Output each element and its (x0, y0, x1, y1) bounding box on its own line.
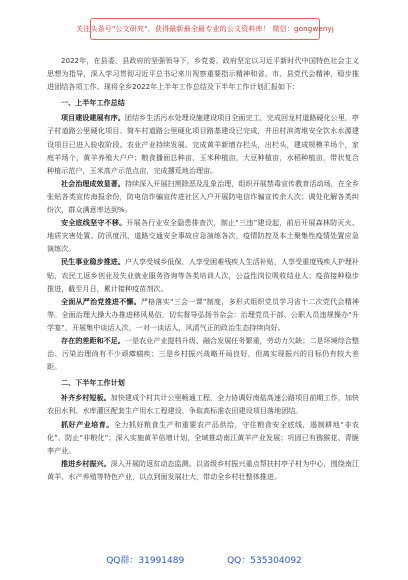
paragraph-lead: 补齐乡村短板。 (61, 393, 111, 403)
paragraph-lead: 民生事业稳步推进。 (61, 257, 125, 267)
paragraph-lead: 全面从严治党推进不懈。 (61, 296, 141, 306)
paragraph-rural-shortfalls (47, 391, 359, 417)
paragraph-body: 加快建成个村共计公里畅通工程，全力协调好南盐高速公路项目前期工作，加快农田水利、水库灌区配套生产用水工程建设，争取高标准农田建设项目落地团结。 (47, 393, 360, 416)
paragraph-body: 团结乡生活污水处理设施建设项目全面完工，完成回龙村道路硬化公里，亭子村道路公里硬化项目、简车村道路公里硬化项目路基建设已完成，井田村滨湾堆安全饮水水源建设项目已进入验收阶段。农业产业持续发展。完成黄羊新增存栏头，出栏头，建成规模羊场个，家庭羊场个，黄羊养殖大户户；粮食播面总种亩，玉米种植亩，大豆种植亩，水稻种植亩，带状复合种植示范户，玉米高产示范点亩，完成撂荒地治理亩。 (47, 113, 359, 175)
paragraph-industry (47, 418, 359, 457)
paragraph-lead: 社会治理成效显著。 (61, 178, 125, 188)
footer-contacts (0, 553, 408, 566)
promo-banner-text: 关注头条号"公文研究"，获得最新最全最专业的公文资料库！ 微信：gongwenyj (75, 25, 335, 33)
paragraph-body: 户人享受城乡低保，人享受困难残疾人生活补贴，人享受重度残疾人护理补贴，农民工返乡创业及失业就业服务咨询等各类培训人次，公益性岗位吸收结业人；疫苗接种稳步推进，截至月日，累计接种疫苗剂次。 (47, 257, 359, 293)
paragraph-social-governance (47, 177, 359, 216)
intro-paragraph: 2022年，在县委、县政府的坚强领导下，乡党委、政府坚定以习近平新时代中国特色社会主义思想为指导，深入学习贯彻习近平总书记来川视察重要指示精神和省、市、县党代会精神，稳步推进团结各项工作。现将全乡2022年上半年工作总结及下半年工作计划汇报如下： (47, 56, 359, 92)
document-body (47, 54, 359, 483)
paragraph-lead: 推进乡村振兴。 (61, 458, 111, 468)
section-heading-2: 二、下半年工作计划 (61, 378, 125, 388)
paragraph-body: 深入开展防返贫动态监测。以省级乡村振兴重点帮扶村亭子村为中心，围绕南江黄羊、水产养殖等特色产业，以点到面发展壮大，带动全乡村壮整体推进。 (47, 458, 360, 481)
paragraph-lead: 抓好产业培育。 (61, 419, 114, 429)
paragraph-body: 严格落实“三会一课”制度，多形式组织党员学习省十二次党代会精神等。全面治理大操大办推进移风易俗，切实督导弘扬书杂会：治理党员干部、公职人员违规操办“升学宴”，开展集中谈话人次，一对一谈话人，风清气正的政治生态持续向好。 (47, 296, 359, 332)
promo-banner (75, 18, 335, 40)
section-heading-1: 一、上半年工作总结 (61, 98, 125, 108)
paragraph-lead: 项目建设建展有序。 (61, 113, 125, 123)
paragraph-lead: 安全底线坚守不移。 (61, 218, 127, 228)
paragraph-project-construction (47, 111, 359, 176)
paragraph-lead: 存在的差距和不足。 (61, 335, 125, 345)
paragraph-revitalization (47, 457, 359, 483)
paragraph-safety (47, 216, 359, 255)
paragraph-body: 开展各行业安全隐患排查次，制止“三违”建设起，前后开展森林防灭火、地质灾害处置、防汛度汛、道路交通安全事故应急演练各次，疫情防控及本土聚集性疫情处置应急演练次。 (47, 218, 359, 254)
paragraph-livelihood (47, 255, 359, 294)
paragraph-body: 全力抓好粮食生产和重要农产品供给，守住粮食安全底线，遏制耕地“非农化”、防止“非粮化”；深入实施黄羊倍增计划，全域推动南江黄羊产业发展；巩固已有猕猴花、青脆李产业。 (47, 419, 359, 455)
paragraph-body: 持续深入开展扫黑除恶及乱象治理，组织开展禁毒宣传教育活动场，在全乡张贴各类宣传海报余份，防电信诈骗宣传进社区入户开展防电信诈骗宣传余人次；调处化解各类纠纷次，群众满意率达到%。 (47, 178, 359, 215)
paragraph-party-governance (47, 295, 359, 334)
qq-number: QQ：535304092 (227, 556, 302, 566)
paragraph-body: 一是农业产业提档升级、融合发展任务繁重，劳动力欠缺；二是环境综合整治、污染治理尚有不少顽瘴痼疾；三是乡村振兴战略开局良好，但离实现振兴的目标仍有较大差距。 (47, 335, 359, 372)
paragraph-shortcomings (47, 334, 359, 373)
qq-group-number: QQ群：31991489 (106, 556, 185, 566)
